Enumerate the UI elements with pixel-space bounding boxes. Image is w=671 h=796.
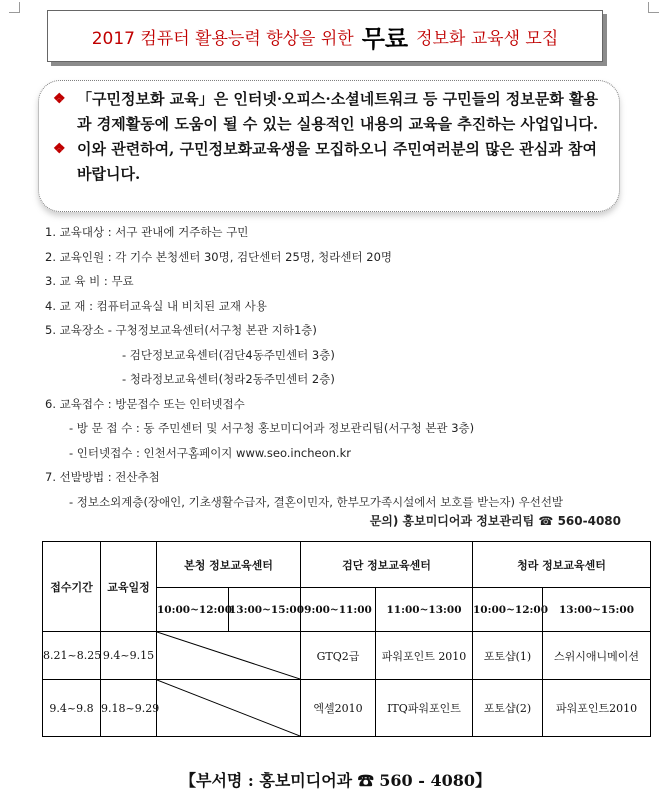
table-row	[43, 680, 651, 737]
time-slot: 10:00~12:00	[473, 588, 543, 632]
page-corner-mark	[648, 2, 659, 13]
list-item: 3. 교 육 비 : 무료	[45, 274, 134, 288]
title-suffix: 정보화 교육생 모집	[416, 28, 559, 49]
schedule-period: 9.18~9.29	[101, 680, 157, 737]
empty-cell	[157, 632, 301, 680]
course-cell: 포토샵(1)	[473, 632, 543, 680]
time-slot: 11:00~13:00	[376, 588, 473, 632]
course-cell: 스위시애니메이션	[543, 632, 651, 680]
contact-label: 문의) 홍보미디어과 정보관리팀	[369, 514, 535, 528]
table-row	[43, 632, 651, 680]
list-item: 5. 교육장소 - 구청정보교육센터(서구청 본관 지하1층)	[45, 323, 317, 337]
list-item: 4. 교 재 : 컴퓨터교육실 내 비치된 교재 사용	[45, 298, 267, 313]
department-footer: 【부서명 : 홍보미디어과 ☎ 560 - 4080】	[179, 771, 491, 790]
intro-box	[38, 80, 620, 212]
time-slot: 10:00~12:00	[157, 588, 229, 632]
contact-phone: 560-4080	[557, 514, 621, 528]
list-item: - 검단정보교육센터(검단4동주민센터 3층)	[122, 347, 335, 362]
diamond-bullet-icon: ❖	[53, 91, 66, 107]
course-cell: ITQ파워포인트	[376, 680, 473, 737]
list-item: 6. 교육접수 : 방문접수 또는 인터넷접수	[45, 396, 245, 411]
details-list	[45, 220, 645, 514]
phone-icon: ☎	[538, 514, 554, 528]
empty-cell	[157, 680, 301, 737]
course-cell: 엑셀2010	[301, 680, 376, 737]
title-prefix: 2017 컴퓨터 활용능력 향상을 위한	[91, 28, 354, 49]
header-reception: 접수기간	[43, 542, 101, 632]
course-cell: GTQ2급	[301, 632, 376, 680]
diamond-bullet-icon: ❖	[53, 141, 66, 157]
course-cell: 포토샵(2)	[473, 680, 543, 737]
time-slot: 13:00~15:00	[543, 588, 651, 632]
title-emphasis: 무료	[361, 24, 409, 53]
list-item: 1. 교육대상 : 서구 관내에 거주하는 구민	[45, 225, 249, 239]
intro-text: 「구민정보화 교육」은 인터넷·오피스·소셜네트워크 등 구민들의 정보문화 활용과 경제활동에 도움이 될 수 있는 실용적인 내용의 교육을 추진하는 사업입니다.	[77, 90, 599, 133]
list-item: - 인터넷접수 : 인천서구홈페이지 www.seo.incheon.kr	[69, 445, 351, 460]
intro-text: 이와 관련하여, 구민정보화교육생을 모집하오니 주민여러분의 많은 관심과 참여 바랍니다.	[77, 140, 597, 183]
contact-line	[370, 512, 621, 529]
page-title	[47, 10, 603, 62]
list-item: 7. 선발방법 : 전산추첨	[45, 470, 160, 484]
page-corner-mark	[9, 2, 20, 13]
course-cell: 파워포인트 2010	[376, 632, 473, 680]
list-item: - 정보소외계층(장애인, 기초생활수급자, 결혼이민자, 한부모가족시설에서 보호를 받는자) 우선선발	[69, 494, 564, 509]
reception-period: 8.21~8.25	[43, 632, 101, 680]
reception-period: 9.4~9.8	[43, 680, 101, 737]
schedule-table	[42, 541, 651, 737]
intro-paragraph	[51, 87, 609, 137]
header-schedule: 교육일정	[101, 542, 157, 632]
list-item: - 청라정보교육센터(청라2동주민센터 2층)	[122, 372, 335, 386]
header-center: 청라 정보교육센터	[473, 542, 651, 588]
header-center: 검단 정보교육센터	[301, 542, 473, 588]
schedule-period: 9.4~9.15	[101, 632, 157, 680]
course-cell: 파워포인트2010	[543, 680, 651, 737]
time-slot: 9:00~11:00	[301, 588, 376, 632]
intro-paragraph	[51, 137, 609, 187]
time-slot: 13:00~15:00	[229, 588, 301, 632]
list-item: 2. 교육인원 : 각 기수 본청센터 30명, 검단센터 25명, 청라센터 20명	[45, 249, 393, 264]
header-center: 본청 정보교육센터	[157, 542, 301, 588]
list-item: - 방 문 접 수 : 동 주민센터 및 서구청 홍보미디어과 정보관리팀(서구청 본관 3층)	[69, 421, 475, 435]
